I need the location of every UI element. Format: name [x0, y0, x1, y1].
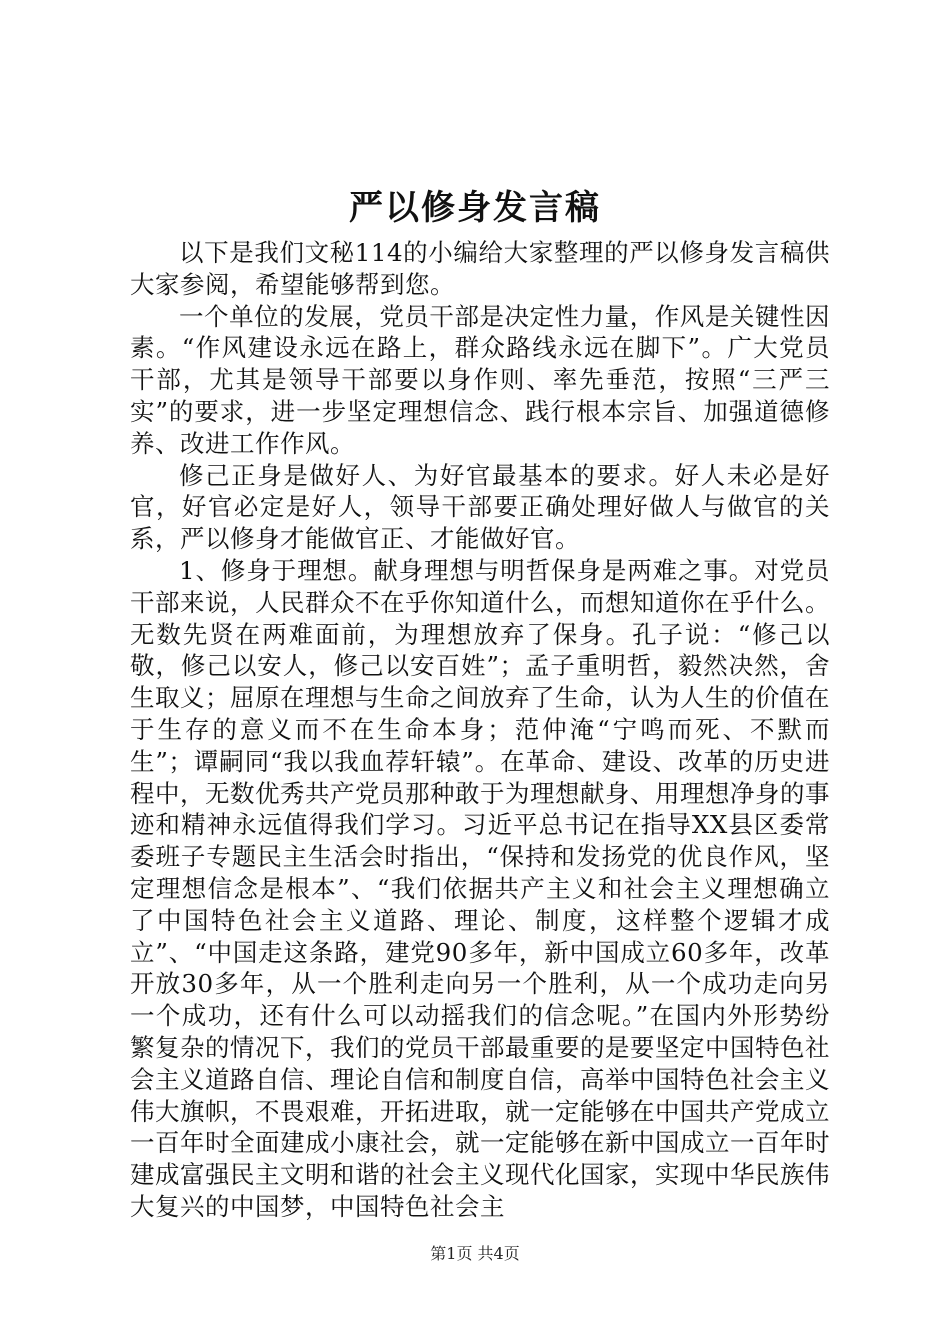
document-title: 严以修身发言稿 — [349, 188, 601, 228]
paragraph-self-cultivation: 修己正身是做好人、为好官最基本的要求。好人未必是好官，好官必定是好人，领导干部要正确处理好做人与做官的关系，严以修身才能做官正、才能做好官。 — [130, 460, 830, 554]
paragraph-work-style: 一个单位的发展，党员干部是决定性力量，作风是关键性因素。“作风建设永远在路上，群众路线永远在脚下”。广大党员干部，尤其是领导干部要以身作则、率先垂范，按照“三严三实”的要求，进一步坚定理想信念、践行根本宗旨、加强道德修养、改进工作作风。 — [130, 301, 830, 458]
document-body — [130, 237, 830, 1223]
paragraph-ideals: 1、修身于理想。献身理想与明哲保身是两难之事。对党员干部来说，人民群众不在乎你知道什么，而想知道你在乎什么。无数先贤在两难面前，为理想放弃了保身。孔子说：“修己以敬，修己以安人，修己以安百姓”；孟子重明哲，毅然决然，舍生取义；屈原在理想与生命之间放弃了生命，认为人生的价值在于生存的意义而不在生命本身；范仲淹“宁鸣而死、不默而生”；谭嗣同“我以我血荐轩辕”。在革命、建设、改革的历史进程中，无数优秀共产党员那种敢于为理想献身、用理想净身的事迹和精神永远值得我们学习。习近平总书记在指导XX县区委常委班子专题民主生活会时指出，“保持和发扬党的优良作风，坚定理想信念是根本”、“我们依据共产主义和社会主义理想确立了中国特色社会主义道路、理论、制度，这样整个逻辑才成立”、“中国走这条路，建党90多年，新中国成立60多年，改革开放30多年，从一个胜利走向另一个胜利，从一个成功走向另一个成功，还有什么可以动摇我们的信念呢。”在国内外形势纷繁复杂的情况下，我们的党员干部最重要的是要坚定中国特色社会主义道路自信、理论自信和制度自信，高举中国特色社会主义伟大旗帜，不畏艰难，开拓进取，就一定能够在中国共产党成立一百年时全面建成小康社会，就一定能够在新中国成立一百年时建成富强民主文明和谐的社会主义现代化国家，实现中华民族伟大复兴的中国梦，中国特色社会主 — [130, 555, 830, 1221]
page-footer: 第1页 共4页 — [430, 1244, 520, 1263]
paragraph-intro: 以下是我们文秘114的小编给大家整理的严以修身发言稿供大家参阅，希望能够帮到您。 — [130, 238, 830, 299]
